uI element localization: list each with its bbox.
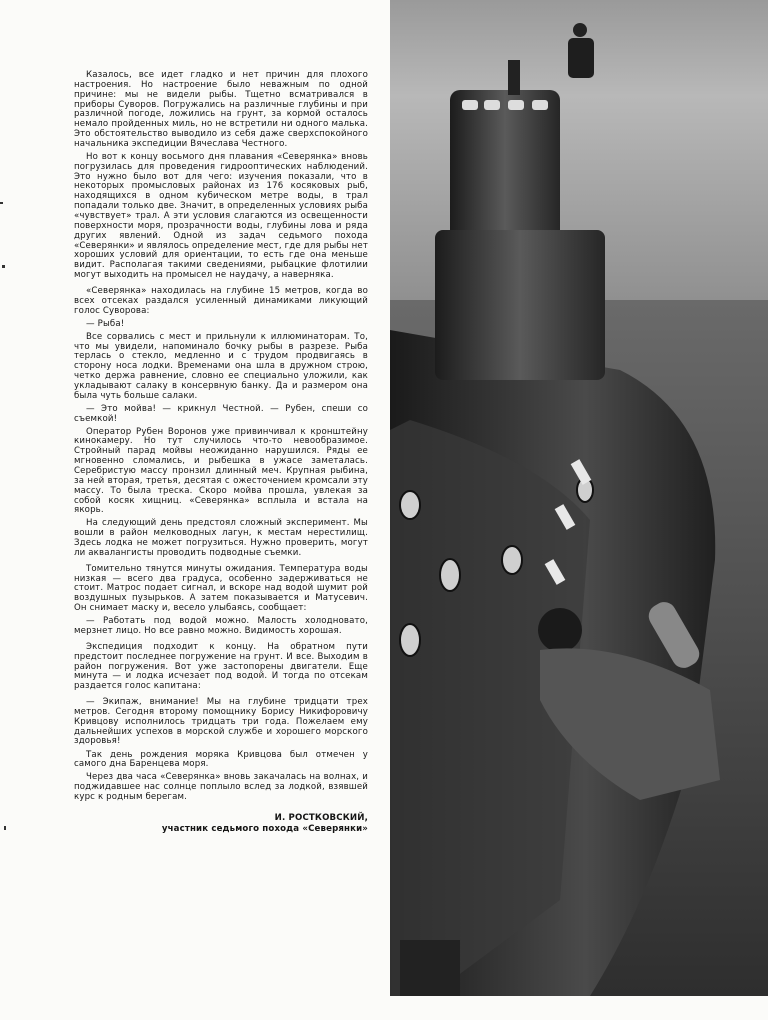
paragraph: Так день рождения моряка Кривцова был отмечен у самого дна Баренцева моря.: [74, 749, 368, 770]
paragraph: Все сорвались с мест и прильнули к иллюминаторам. То, что мы увидели, напоминало бочку рыбы в разрезе. Рыба терлась о стекло, медленно и с трудом продвигаясь в сторону носа лодки. Временами она шла в дружном строю, четко держа равнение, словно ее специально уложили, как укладывают салаку в консервную банку. Да и размером она была чуть больше салаки.: [74, 331, 368, 401]
paragraph: — Работать под водой можно. Малость холодновато, мерзнет лицо. Но все равно можно. Видимость хорошая.: [74, 616, 368, 637]
paragraph: Через два часа «Северянка» вновь закачалась на волнах, и поджидавшее нас солнце поплыло вслед за лодкой, взявшей курс к родным берегам.: [74, 772, 368, 803]
author-name: И. РОСТКОВСКИЙ,: [274, 812, 368, 823]
scan-mark: [2, 265, 5, 268]
scan-mark: [4, 826, 6, 830]
paragraph: Томительно тянутся минуты ожидания. Температура воды низкая — всего два градуса, особенно задерживаться не стоит. Матрос подает сигнал, и вскоре над водой шумит рой воздушных пузырьков. А затем показывается и Матусевич. Он снимает маску и, весело улыбаясь, сообщает:: [74, 563, 368, 614]
scan-mark: [0, 202, 3, 204]
paragraph: «Северянка» находилась на глубине 15 метров, когда во всех отсеках раздался усиленный динамиками ликующий голос Суворова:: [74, 285, 368, 316]
signature: [74, 813, 368, 835]
paragraph: — Экипаж, внимание! Мы на глубине тридцати трех метров. Сегодня второму помощнику Борису Никифоровичу Кривцову исполнилось тридцать три года. Пожелаем ему дальнейших успехов в морской службе и хорошего морского здоровья!: [74, 697, 368, 747]
paragraph: — Это мойва! — крикнул Честной. — Рубен, спеши со съемкой!: [74, 403, 368, 424]
article-column: [74, 71, 368, 835]
paragraph: На следующий день предстоял сложный эксперимент. Мы вошли в район мелководных лагун, к местам нерестилищ. Здесь лодка не может погрузиться. Нужно проверить, могут ли аквалангисты проводить подводные съемки.: [74, 518, 368, 558]
paragraph: Но вот к концу восьмого дня плавания «Северянка» вновь погрузилась для проведения гидрооптических наблюдений. Это нужно было вот для чего: изучения показали, что в некоторых промысловых районах из 176 косяковых рыб, находящихся в одном кубическом метре воды, в трал попадали только две. Значит, в определенных условиях рыба «чувствует» трал. А эти условия слагаются из освещенности поверхности моря, прозрачности воды, глубины лова и ряда других явлений. Одной из задач седьмого похода «Северянки» и являлось определение мест, где для рыбы нет хороших условий для ориентации, то есть где она меньше видит. Располагая такими сведениями, рыбацкие флотилии могут выходить на промысел не наудачу, а наверняка.: [74, 151, 368, 281]
author-note: участник седьмого похода «Северянки»: [161, 823, 368, 834]
submarine-illustration: [390, 0, 768, 996]
paragraph: Экспедиция подходит к концу. На обратном пути предстоит последнее погружение на грунт. И все. Выходим в район погружения. Вот уже застопорены двигатели. Еще минута — и лодка исчезает под водой. И тогда по отсекам раздается голос капитана:: [74, 641, 368, 692]
submarine-photo: [390, 0, 768, 996]
paragraph: Оператор Рубен Воронов уже привинчивал к кронштейну кинокамеру. Но тут случилось что-то невообразимое. Стройный парад мойвы неожиданно нарушился. Ряды ее мгновенно сломались, и рыбешка в ужасе заметалась. Серебристую массу пронзил длинный меч. Крупная рыбина, за ней вторая, третья, десятая с ожесточением кромсали эту массу. То была треска. Скоро мойва прошла, увлекая за собой косяк хищниц. «Северянка» всплыла и встала на якорь.: [74, 426, 368, 516]
paragraph: Казалось, все идет гладко и нет причин для плохого настроения. Но настроение было неважным по одной причине: мы не видели рыбы. Тщетно всматривался в приборы Суворов. Погружались на различные глубины и при различной погоде, ложились на грунт, за кормой осталось немало пройденных миль, но не встретили ни одного малька. Это обстоятельство выводило из себя даже сверхспокойного начальника экспедиции Вячеслава Честного.: [74, 70, 368, 149]
paragraph: — Рыба!: [86, 318, 125, 329]
